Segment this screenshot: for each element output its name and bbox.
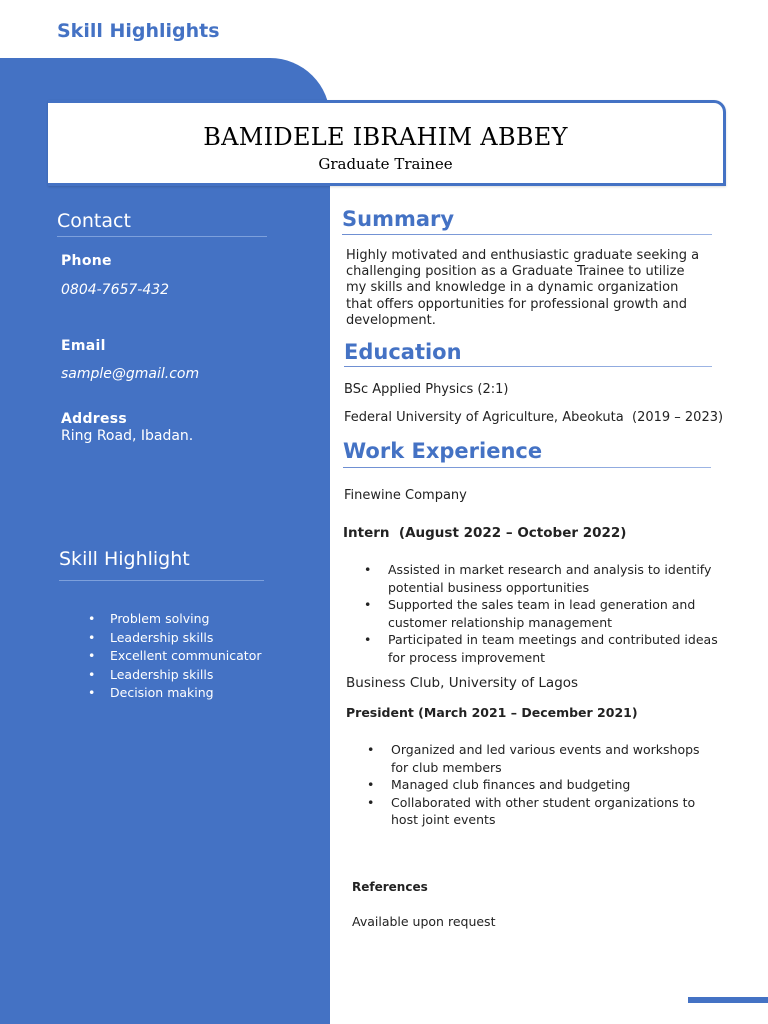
bullet-line: for process improvement — [388, 649, 546, 665]
address-value: Ring Road, Ibadan. — [61, 428, 194, 444]
skills-list — [88, 610, 261, 703]
phone-value: 0804-7657-432 — [61, 282, 170, 298]
skill-item: • Leadership skills — [88, 629, 261, 648]
job-bullet — [367, 794, 700, 829]
name-card — [48, 100, 726, 186]
address-label: Address — [61, 411, 128, 427]
summary-divider — [342, 234, 712, 235]
education-divider — [344, 366, 712, 367]
bullet-line: • Collaborated with other student organizations to — [391, 794, 696, 810]
bullet-line: • Participated in team meetings and contributed ideas — [388, 632, 718, 647]
email-label: Email — [61, 338, 106, 354]
job-bullet — [367, 776, 700, 794]
bullet-line: • Managed club finances and budgeting — [391, 777, 631, 792]
bullet-line: potential business opportunities — [388, 579, 590, 595]
skill-item: • Excellent communicator — [88, 647, 261, 666]
education-heading: Education — [344, 340, 462, 364]
bullet-line: • Organized and led various events and workshops — [391, 742, 700, 757]
job-title: Intern (August 2022 – October 2022) — [343, 525, 627, 541]
references-heading: References — [352, 880, 428, 894]
job-company: Business Club, University of Lagos — [346, 675, 579, 691]
bullet-line: customer relationship management — [388, 614, 613, 630]
corner-accent-bar — [688, 997, 768, 1003]
candidate-role: Graduate Trainee — [318, 155, 453, 173]
work-heading: Work Experience — [343, 439, 543, 463]
job-company: Finewine Company — [344, 488, 467, 503]
sidebar-panel — [0, 58, 330, 1024]
job-bullets — [364, 561, 718, 666]
skills-heading: Skill Highlight — [59, 548, 190, 570]
summary-line: that offers opportunities for professional growth and — [346, 296, 687, 312]
skill-item: • Leadership skills — [88, 666, 261, 685]
job-title: President (March 2021 – December 2021) — [346, 705, 638, 720]
skills-divider — [59, 580, 264, 581]
bullet-line: • Supported the sales team in lead generation and — [388, 597, 696, 612]
job-bullet — [364, 631, 718, 666]
references-text: Available upon request — [352, 914, 496, 929]
bullet-line: for club members — [391, 759, 502, 775]
job-bullet — [364, 561, 718, 596]
education-school: Federal University of Agriculture, Abeokuta (2019 – 2023) — [344, 410, 724, 425]
summary-text — [346, 248, 699, 329]
skill-item: • Decision making — [88, 684, 261, 703]
bullet-line: host joint events — [391, 812, 496, 827]
education-degree: BSc Applied Physics (2:1) — [344, 382, 509, 397]
summary-line: challenging position as a Graduate Trainee to utilize — [346, 264, 685, 280]
job-bullets — [367, 741, 700, 829]
job-bullet — [364, 596, 718, 631]
skill-item: • Problem solving — [88, 610, 261, 629]
email-value[interactable]: sample@gmail.com — [61, 366, 200, 382]
summary-line: development. — [346, 312, 436, 328]
candidate-name: BAMIDELE IBRAHIM ABBEY — [203, 123, 568, 151]
page-title: Skill Highlights — [57, 20, 220, 42]
contact-divider — [57, 236, 267, 237]
job-bullet — [367, 741, 700, 776]
summary-heading: Summary — [342, 207, 455, 231]
bullet-line: • Assisted in market research and analysis to identify — [388, 562, 712, 577]
contact-heading: Contact — [57, 210, 131, 232]
summary-line: Highly motivated and enthusiastic graduate seeking a — [346, 248, 700, 263]
summary-line: my skills and knowledge in a dynamic organization — [346, 280, 679, 296]
phone-label: Phone — [61, 253, 112, 269]
work-divider — [343, 467, 711, 468]
